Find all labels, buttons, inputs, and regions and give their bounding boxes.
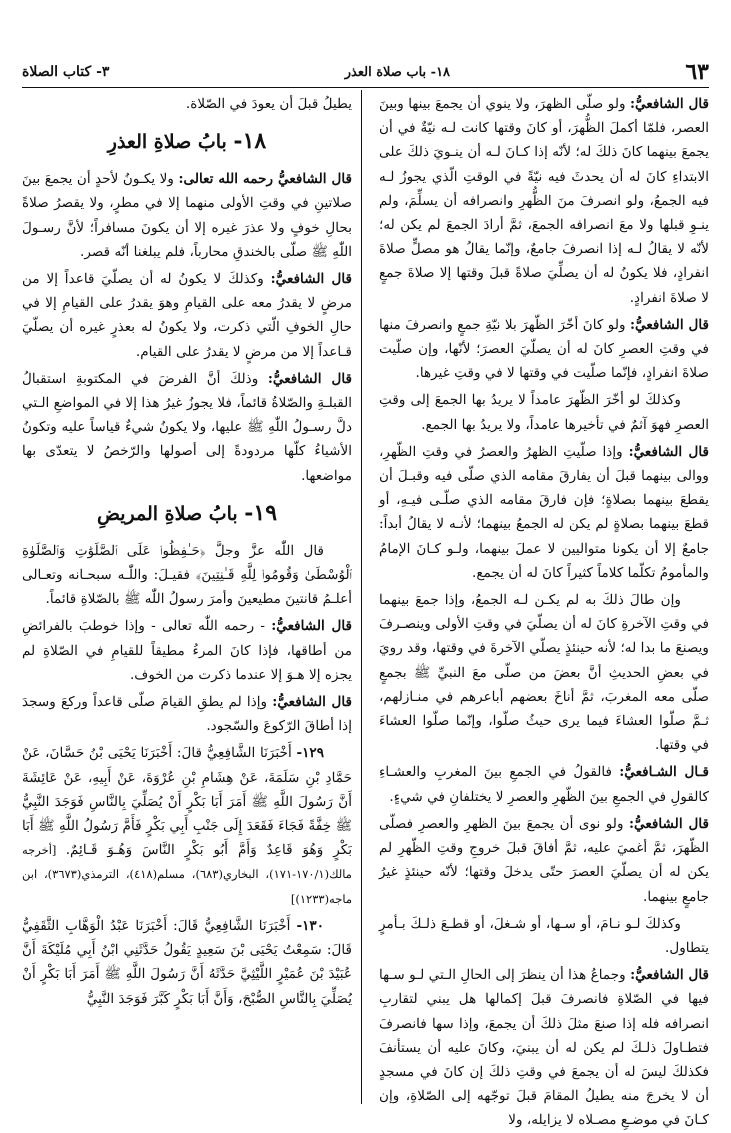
paragraph-text: وإن طالَ ذلكَ به لم يكـن لـه الجمعُ، وإذا جمعَ بينهما في وقتِ الآخرةِ كانَ له أن يصلّيَ في وقتِ الأولى وينصـرفَ ويصنعَ ما بدا له؛ لأنه حينئذٍ يصلّي الآخرةَ في وقتها، وقد رويَ في بعضِ الحديثِ أنَّ بعضَ من صلّى معَ النبيِّ ﷺ بجمعٍ صلّى معه المغربَ، ثمَّ أناخَ بعضهم أباعرهم في منـازلهم، ثـمَّ صلّوا العشاءَ فيما يرى حيثُ صلّوا، وإنّما صلّوا العشاءَ في وقتها. (379, 592, 709, 754)
header-rule (22, 87, 709, 88)
speaker-label: قـال الشـافعيُّ: (619, 764, 709, 781)
paragraph-text: ولو صلّى الظهرَ، ولا ينوي أن يجمعَ بينها وبينَ العصر، فلمّا أكملَ الظُّهرَ، أو كانَ وقتها كانت لـه نيّةٌ في أن يجمعَ بينهما كانَ ذلكَ له؛ لأنّه إذا كـانَ لـه أن ينـويَ ذلكَ على الابتداءِ كانَ له أن يحدثَ فيه نيّةً في الوقتِ الّذي يجوزُ لـه فيه الجمعُ، ولو انصرفَ منَ الظُّهرِ وانصرافه أن يسلِّمَ، ولم ينـوِ قبلها ولا معَ انصرافه الجمعَ، ثمَّ أرادَ الجمعَ لم يكن له؛ لأنّه لا يقالُ لـه إذا انصرفَ جامعٌ، وإنّما يقالُ هو مصلٍّ صلاةَ انفرادٍ، فلا يكونُ له أن يصلِّيَ صلاةً قبلَ وقتها إلا صلاةَ جمعٍ لا صلاةَ انفرادٍ. (379, 96, 709, 306)
running-book-title: ٣- كتاب الصلاة (22, 64, 110, 80)
hadith-129 (22, 741, 352, 910)
chapter-19-number: ١٩- (244, 499, 278, 526)
paragraph (379, 92, 709, 310)
paragraph-text: قال اللّٰه عزَّ وجلَّ ﴿حَـٰفِظُوا۟ عَلَى ٱلصَّلَوَٰتِ وَٱلصَّلَوٰةِ ٱلْوُسْطَىٰ وَقُومُوا۟ لِلَّهِ قَـٰنِتِينَ﴾ فقيـلَ: واللّٰـه سبحـانه وتعـالى أعلـمُ قانتينَ مطيعينَ وأمرَ رسولُ اللّٰه ﷺ بالصّلاةِ قائماً. (22, 542, 352, 608)
paragraph (379, 588, 709, 757)
paragraph (22, 614, 352, 687)
hadith-130-text: أَخْبَرَنَا الشَّافِعِيُّ قَالَ: أَخْبَرَنَا عَبْدُ الْوَهَّابِ الثَّقَفِيُّ قَالَ: سَمِعْتُ يَحْيَى بْنَ سَعِيدٍ يَقُولُ حَدَّثَنِي ابْنُ أَبِي مُلَيْكَةَ أَنَّ عُبَيْدَ بْنَ عُمَيْرٍ اللَّيْثِيَّ حَدَّثَهُ أَنَّ رَسُولَ اللَّهِ ﷺ أَمَرَ أَبَا بَكْرٍ أَنْ يُصَلِّيَ بِالنَّاسِ الصُّبْحَ، وَأَنَّ أَبَا بَكْرٍ كَبَّرَ فَوَجَدَ النَّبِيُّ (22, 917, 352, 1007)
paragraph-text: وإذا لم يطقِ القيامَ صلّى قاعداً وركعَ وسجدَ إذا أطاقَ الرّكوعَ والسّجود. (22, 694, 352, 735)
speaker-label: قال الشافعيُّ: (629, 815, 710, 832)
speaker-label: قال الشافعيُّ: (630, 96, 710, 112)
chapter-19-title: بابُ صلاةِ المريضِ (96, 502, 238, 525)
paragraph-text: وكذلكَ لا يكونُ له أن يصلّيَ قاعداً إلا من مرضٍ لا يقدرُ معه على القيامِ وهوَ يقدرُ على القيامِ إلا في حالِ الخوفِ الّتي ذكرت، ولا يكونُ له بعذرٍ غيره أن يصلّيَ قـاعداً إلا من مرضٍ لا يقدرُ على القيام. (22, 271, 352, 360)
paragraph (22, 690, 352, 738)
intro-line: يطيلُ قبلَ أن يعودَ في الصّلاة. (185, 96, 352, 112)
speaker-label: قال الشافعيُّ: (630, 316, 709, 333)
column-divider (361, 90, 362, 1104)
speaker-label: قال الشافعيُّ: (628, 443, 709, 460)
chapter-18-body (22, 167, 352, 488)
paragraph-text: ولو كانَ أخّرَ الظّهرَ بلا نيّةِ جمعٍ وانصرفَ منها في وقتِ العصرِ كانَ له أن يصلّيَ العصرَ؛ لأنّها، وإن صلّيت صلاةَ انفرادٍ، فإنّما صلّيت في وقتها لا في وقتِ غيرها. (379, 316, 709, 382)
right-column (379, 92, 710, 1129)
paragraph (379, 912, 709, 960)
page-number: ٦٣ (685, 59, 709, 85)
paragraph (22, 267, 352, 364)
paragraph-text: وذلكَ أنَّ الفرضَ في المكتوبةِ استقبالُ القبلـةِ والصّلاةُ قائماً، فلا يجوزُ غيرُ هذا إلا في المواضعِ الـتي دلَّ رسـولُ اللّٰهِ ﷺ عليها، ولا يكونُ شيءٌ قياساً عليه وتكونُ الأشياءُ كلّها مردودةً إلى أصولها والرّخصُ لا يتعدّى بها مواضعها. (22, 370, 352, 484)
page-header (22, 58, 709, 86)
paragraph (379, 313, 709, 386)
speaker-label: قال الشافعيُّ: (270, 271, 353, 288)
hadith-129-number: ١٢٩- (296, 745, 324, 762)
chapter-19-heading (22, 498, 352, 529)
running-section-title: ١٨- باب صلاة العذر (344, 64, 451, 80)
speaker-label: قال الشافعيُّ: (267, 370, 352, 387)
paragraph-text: - رحمه اللّٰه تعالى - وإذا خوطبَ بالفرائضِ من أطاقها، فإذا كانَ المرءُ مطيقاً للقيامِ في الصّلاةِ لم يجزه إلا هـوَ إلا عندما ذكرت من الخوف. (22, 618, 352, 683)
speaker-label: قال الشافعيُّ: (630, 967, 709, 984)
paragraph (22, 367, 352, 488)
chapter-18-title: بابُ صلاةِ العذرِ (107, 131, 227, 154)
left-column (22, 92, 352, 1106)
chapter-19-body (22, 539, 352, 739)
hadith-129-citation: [أخرجه مالك(١٧٠/١-١٧١)، البخاري(٦٨٣)، مسلم(٤١٨)، الترمذي(٣٦٧٣)، ابن ماجه(١٢٣٣)] (22, 843, 352, 906)
hadith-130 (22, 914, 352, 1011)
paragraph (379, 963, 709, 1132)
paragraph-text: وكذلكَ لـو نـامَ، أو سـها، أو شـغلَ، أو قطـعَ ذلـكَ بـأمرٍ يتطاول. (379, 915, 709, 956)
paragraph-text: ولو نوى أن يجمعَ بينَ الظهرِ والعصرِ فصلّى الظّهرَ، ثمَّ أغميَ عليه، ثمَّ أفاقَ قبلَ خروجِ وقتِ الظّهرِ لم يكن له أن يصلّيَ العصرَ حتّى يدخلَ وقتها؛ لأنّه حينئذٍ غيرُ جامعٍ بينهما. (379, 815, 709, 905)
paragraph (22, 167, 352, 264)
paragraph-text: وجماعُ هذا أن ينظرَ إلى الحالِ الـتي لـو سـها فيها في الصّلاةِ فانصرفَ قبلَ إكمالها هل يبني لتقاربِ انصرافه فله إذا صنعَ مثلَ ذلكَ أن يجمعَ، وإذا سها فانصرفَ فتطـاولَ ذلـكَ لم يكن له أن يبنيَ، وكانَ عليه أن يستأنفَ فكذلكَ ليسَ له أن يجمعَ في وقتِ ذلكَ إن كانَ في مسجدٍ أن لا يخرجَ منه يطيلُ المقامَ قبلَ توجّهه إلى الصّلاةِ، وإن كـانَ في موضـعِ مصـلاه لا يزايله، ولا (379, 967, 709, 1129)
paragraph (379, 440, 709, 585)
paragraph (22, 539, 352, 612)
speaker-label: قال الشافعيُّ: (271, 618, 352, 635)
paragraph-text: وكذلكَ لو أخّرَ الظّهرَ عامداً لا يريدُ بها الجمعَ إلى وقتِ العصرِ فهوَ آثمٌ في تأخيرها عامداً، ولا يريدُ بها الجمع. (379, 392, 709, 433)
chapter-18-heading (22, 126, 352, 157)
chapter-18-number: ١٨- (233, 128, 267, 155)
hadith-129-text: أَخْبَرَنَا الشَّافِعِيُّ قالَ: أَخْبَرَنَا يَحْيَى بْنُ حَسَّانَ، عَنْ حَمَّادِ بْنِ سَلَمَةَ، عَنْ هِشَامِ بْنِ عُرْوَةَ، عَنْ أَبِيهِ، عَنْ عَائِشَةَ أَنَّ رَسُولَ اللَّهِ ﷺ أَمَرَ أَبَا بَكْرٍ أَنْ يُصَلِّيَ بِالنَّاسِ فَوَجَدَ النَّبِيُّ ﷺ خِفَّةً فَجَاءَ فَقَعَدَ إِلَى جَنْبِ أَبِي بَكْرٍ فَأَمَّ رَسُولُ اللَّهِ ﷺ أَبَا بَكْرٍ وَهُوَ قَاعِدٌ وَأَمَّ أَبُو بَكْرٍ النَّاسَ وَهُـوَ قَـائِمٌ. (22, 745, 352, 859)
hadith-130-number: ١٣٠- (296, 917, 324, 934)
paragraph-text: وإذا صلّيتِ الظهرُ والعصرُ في وقتِ الظّهرِ، ووالى بينهما قبلَ أن يفارقَ مقامه الذي صلّى فيه وقبـلَ أن يقطعَ بينهما بصلاةٍ؛ فإن فارقَ مقامه الذي صلّـى فيـهِ، أو قطعَ بينهما بصلاةٍ لم يكن له الجمعُ بينهما؛ لأنـه لا يقالُ أبداً: جامعٌ إلا أن يكونا متواليين لا عملَ بينهما، ولـو كـانَ الإمامُ والمأمومُ تكلّما كلاماً كثيراً كانَ له أن يجمع. (379, 443, 709, 581)
paragraph (379, 812, 709, 909)
paragraph-text: فالقولُ في الجمعِ بينَ المغربِ والعشـاءِ كالقولِ في الجمعِ بينَ الظّهرِ والعصرِ لا يختلفانِ في شيءٍ. (379, 764, 709, 805)
paragraph (379, 760, 709, 808)
speaker-label: قال الشافعيُّ: (272, 694, 352, 711)
paragraph (379, 388, 709, 436)
paragraph-text: ولا يكـونُ لأحدٍ أن يجمعَ بينَ صلاتينِ في وقتِ الأولى منهما إلا في مطرٍ، ولا يقصرُ صلاةً بحالِ خوفٍ ولا عذرَ غيره إلا أن يكونَ مسافراً؛ لأنَّ رسـولَ اللّٰهِ ﷺ صلّى بالخندقِ محارباً، فلم يبلغنا أنّه قصر. (22, 171, 352, 260)
speaker-label: قال الشافعيُّ رحمه الله تعالى: (178, 171, 352, 188)
